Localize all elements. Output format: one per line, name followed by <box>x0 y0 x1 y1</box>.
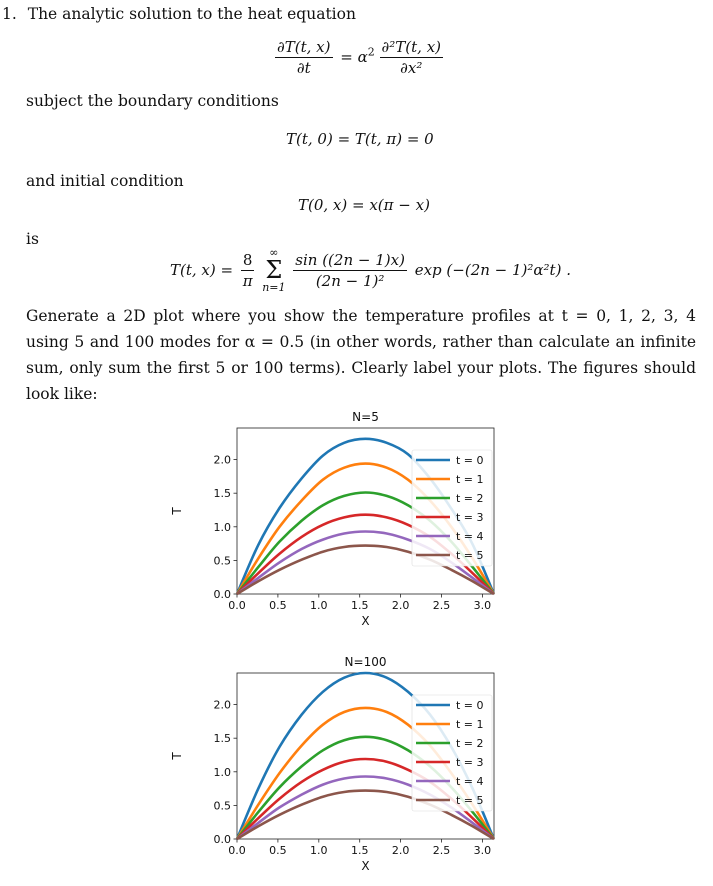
y-tick-label: 1.5 <box>213 487 231 501</box>
y-tick-label: 0.5 <box>213 554 231 568</box>
heat-rhs-numerator: ∂²T(t, x) <box>381 38 442 56</box>
solution-frac-denominator: (2n − 1)² <box>315 271 385 290</box>
summation <box>262 246 285 294</box>
x-tick-label: 1.5 <box>350 844 369 857</box>
x-tick-label: 2.5 <box>432 599 451 612</box>
x-tick-label: 1.0 <box>310 599 328 612</box>
legend-label: t = 4 <box>456 530 484 543</box>
problem-intro: The analytic solution to the heat equation <box>27 5 356 23</box>
heat-equals: = α <box>340 47 368 66</box>
x-tick-label: 0.5 <box>269 599 287 612</box>
problem-number: 1. <box>2 5 17 23</box>
y-tick-label: 2.0 <box>213 698 231 712</box>
legend-label: t = 1 <box>456 718 484 731</box>
legend-label: t = 0 <box>456 454 484 467</box>
x-axis-label: X <box>361 859 370 873</box>
legend-label: t = 3 <box>456 756 484 769</box>
figures <box>0 400 713 886</box>
solution-lhs: T(t, x) = <box>170 261 234 279</box>
chart-n100 <box>170 655 494 873</box>
solution-coefficient <box>241 251 255 290</box>
chart-title: N=5 <box>352 410 379 424</box>
instruction-paragraph: Generate a 2D plot where you show the temperature profiles at t = 0, 1, 2, 3, 4 using 5 and 100 modes for α = 0.5 (in other words, rather than calculate an infinite sum, only sum the first 5 or 100 terms). Clearly label your plots. The figures should look like: <box>26 307 696 403</box>
heat-lhs-fraction <box>275 38 333 77</box>
is-label: is <box>26 230 39 248</box>
x-axis-label: X <box>361 614 370 628</box>
y-tick-label: 1.5 <box>213 732 231 746</box>
solution-exponential: exp (−(2n − 1)²α²t) . <box>414 261 571 279</box>
boundary-label: subject the boundary conditions <box>26 92 279 110</box>
boundary-equation: T(t, 0) = T(t, π) = 0 <box>286 130 434 148</box>
heat-lhs-numerator: ∂T(t, x) <box>277 38 331 56</box>
x-tick-label: 3.0 <box>473 599 492 612</box>
y-tick-label: 0.0 <box>213 588 231 601</box>
y-tick-label: 0.5 <box>213 799 231 813</box>
x-tick-label: 2.5 <box>432 844 451 857</box>
x-tick-label: 3.0 <box>473 844 492 857</box>
y-tick-label: 0.0 <box>213 833 231 846</box>
legend-label: t = 3 <box>456 511 484 524</box>
heat-equation <box>275 38 443 77</box>
y-tick-label: 1.0 <box>213 765 231 779</box>
y-axis-label: T <box>170 752 184 760</box>
sum-lower-limit: n=1 <box>262 281 286 294</box>
legend-label: t = 2 <box>456 737 484 750</box>
chart-n5 <box>170 410 494 628</box>
y-tick-label: 2.0 <box>213 453 231 467</box>
solution-coef-numerator: 8 <box>242 250 253 269</box>
initial-equation: T(0, x) = x(π − x) <box>298 196 430 214</box>
sum-upper-limit: ∞ <box>269 246 279 259</box>
initial-label: and initial condition <box>26 172 184 190</box>
x-tick-label: 1.5 <box>350 599 369 612</box>
solution-equation <box>170 246 571 292</box>
x-tick-label: 0.5 <box>269 844 287 857</box>
x-tick-label: 2.0 <box>391 844 410 857</box>
problem-header <box>2 5 356 23</box>
x-tick-label: 0.0 <box>228 599 246 612</box>
x-tick-label: 0.0 <box>228 844 246 857</box>
heat-lhs-denominator: ∂t <box>296 59 311 77</box>
solution-frac-numerator: sin ((2n − 1)x) <box>295 250 405 269</box>
legend-label: t = 0 <box>456 699 484 712</box>
chart-title: N=100 <box>344 655 387 669</box>
solution-fraction <box>293 251 407 290</box>
solution-coef-denominator: π <box>242 271 253 290</box>
x-tick-label: 2.0 <box>391 599 410 612</box>
y-tick-label: 1.0 <box>213 520 231 534</box>
heat-rhs-denominator: ∂x² <box>400 59 423 77</box>
legend-label: t = 5 <box>456 549 484 562</box>
y-axis-label: T <box>170 507 184 515</box>
sum-symbol: Σ <box>265 256 283 284</box>
heat-alpha-exponent: 2 <box>367 45 375 59</box>
legend-label: t = 5 <box>456 794 484 807</box>
legend-label: t = 4 <box>456 775 484 788</box>
x-tick-label: 1.0 <box>310 844 328 857</box>
heat-rhs-fraction <box>380 38 444 77</box>
legend-label: t = 2 <box>456 492 484 505</box>
legend-label: t = 1 <box>456 473 484 486</box>
